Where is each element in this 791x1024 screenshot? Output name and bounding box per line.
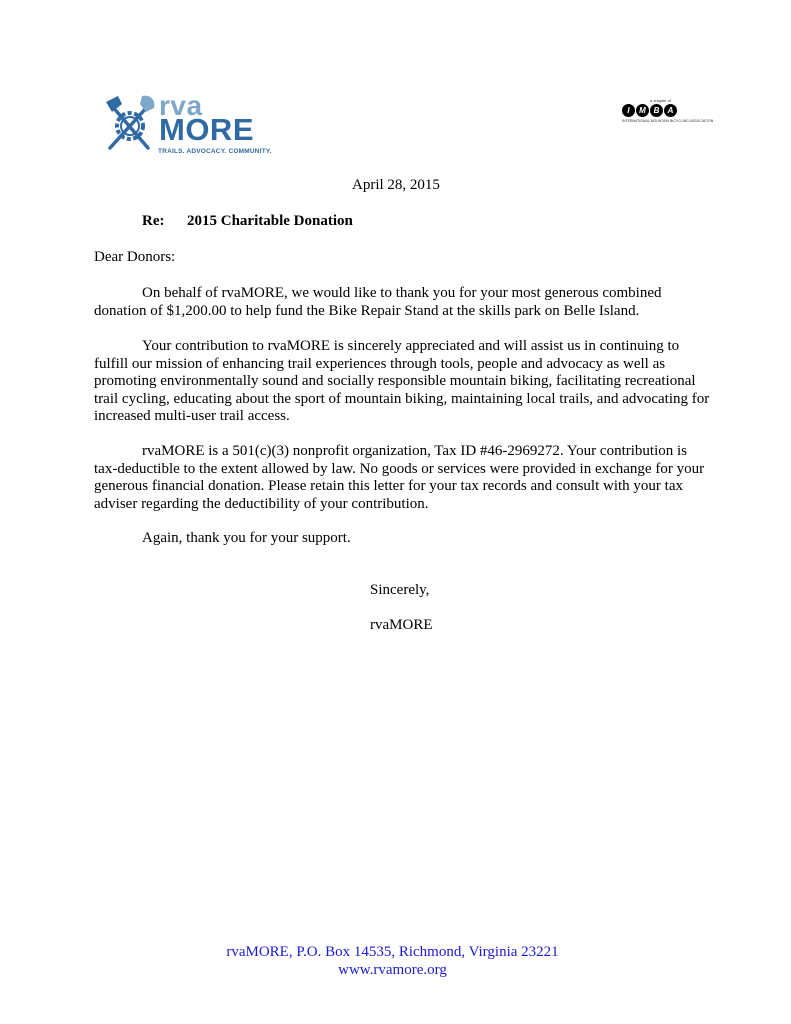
rvamore-logo — [104, 92, 304, 162]
logo-more-text: MORE — [159, 112, 254, 147]
paragraph-text: On behalf of rvaMORE, we would like to thank you for your most generous combined donation of $1,200.00 to help fund the Bike Repair Stand at the skills park on Belle Island. — [94, 285, 662, 319]
signature: rvaMORE — [370, 617, 433, 633]
paragraph-text: Your contribution to rvaMORE is sincerely appreciated and will assist us in continuing to fulfill our mission of enhancing trail experiences through tools, people and advocacy as well as promoting environmentally sound and socially responsible mountain biking, facilitating recreational trail cycling, educating about the sport of mountain biking, maintaining local trails, and advocating for increased multi-user trail access. — [94, 338, 710, 425]
paragraph-text: Again, thank you for your support. — [142, 530, 351, 546]
re-subject: 2015 Charitable Donation — [187, 213, 353, 229]
re-label: Re: — [142, 213, 165, 229]
footer-address: rvaMORE, P.O. Box 14535, Richmond, Virginia 23221 — [226, 944, 559, 960]
footer-website[interactable]: www.rvamore.org — [338, 962, 447, 978]
imba-letter: M — [636, 104, 649, 117]
imba-letter: B — [650, 104, 663, 117]
imba-letter: A — [664, 104, 677, 117]
shovel-axe-gear-icon — [104, 92, 156, 154]
letter-date: April 28, 2015 — [352, 177, 440, 193]
imba-letters — [622, 104, 677, 117]
logo-rva-text: rva — [159, 90, 203, 121]
paragraph-closing — [94, 530, 714, 548]
closing: Sincerely, — [370, 582, 430, 598]
imba-letter: I — [622, 104, 635, 117]
imba-sub-text: INTERNATIONAL MOUNTAIN BICYCLING ASSOCIATION — [622, 119, 714, 123]
paragraph-tax — [94, 443, 714, 513]
salutation: Dear Donors: — [94, 249, 176, 265]
paragraph-mission — [94, 338, 714, 426]
paragraph-text: rvaMORE is a 501(c)(3) nonprofit organization, Tax ID #46-2969272. Your contribution is tax-deductible to the extent allowed by law. No goods or services were provided in exchange for your generous financial donation. Please retain this letter for your tax records and consult with your tax adviser regarding the deductibility of your contribution. — [94, 443, 705, 512]
imba-badge — [620, 98, 714, 128]
imba-top-text: a chapter of — [650, 98, 672, 103]
paragraph-thanks — [94, 285, 714, 320]
logo-tagline: TRAILS. ADVOCACY. COMMUNITY. — [158, 148, 272, 155]
